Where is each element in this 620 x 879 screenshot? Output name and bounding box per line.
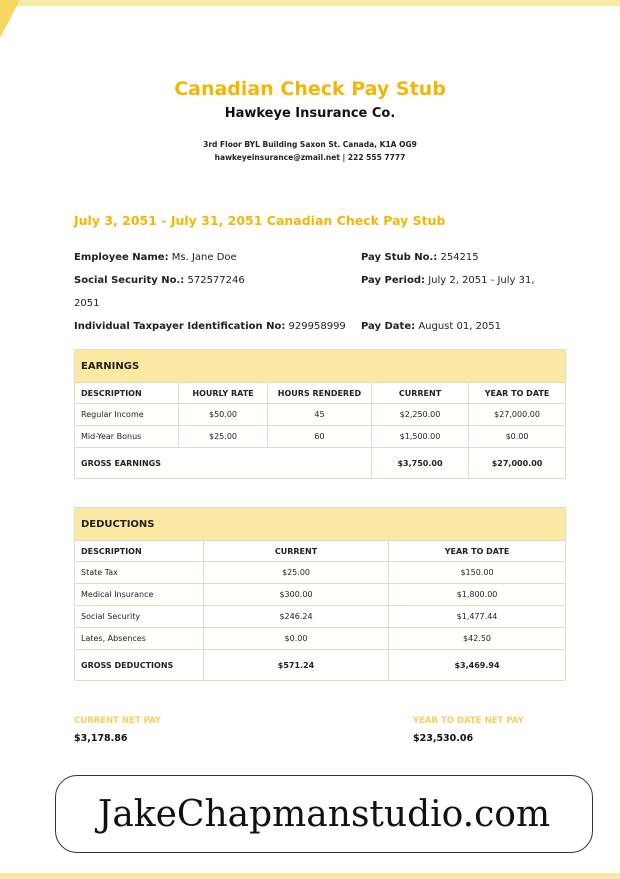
deductions-table	[74, 507, 566, 681]
table-row	[75, 628, 566, 650]
table-row	[75, 562, 566, 584]
current-amount: $1,500.00	[372, 426, 469, 448]
column-header: CURRENT	[372, 383, 469, 404]
current-net-pay-label: CURRENT NET PAY	[74, 716, 161, 726]
deductions-column-headers	[75, 541, 566, 562]
pay-period	[361, 274, 535, 288]
document-title: Canadian Check Pay Stub	[174, 78, 446, 100]
itin-label: Individual Taxpayer Identification No:	[74, 321, 286, 332]
ytd-amount: $1,800.00	[389, 584, 566, 606]
ytd-net-pay-value: $23,530.06	[413, 733, 474, 744]
employee-name	[74, 251, 237, 265]
employee-name-label: Employee Name:	[74, 252, 169, 263]
social-security-number	[74, 274, 245, 288]
period-label: Pay Period:	[361, 275, 425, 286]
earnings-title: EARNINGS	[75, 350, 566, 383]
pay-period-title: July 3, 2051 - July 31, 2051 Canadian Check Pay Stub	[74, 213, 446, 228]
employee-name-value: Ms. Jane Doe	[171, 252, 237, 263]
address-line: 3rd Floor BYL Building Saxon St. Canada, K1A OG9	[203, 140, 417, 149]
hourly-rate: $25.00	[179, 426, 268, 448]
pay-date-label: Pay Date:	[361, 321, 416, 332]
ytd-amount: $42.50	[389, 628, 566, 650]
current-amount: $2,250.00	[372, 404, 469, 426]
itin-value: 929958999	[288, 321, 346, 332]
ytd-amount: $150.00	[389, 562, 566, 584]
table-row	[75, 584, 566, 606]
gross-deductions-label: GROSS DEDUCTIONS	[75, 650, 204, 681]
deduction-description: State Tax	[75, 562, 204, 584]
ytd-amount: $1,477.44	[389, 606, 566, 628]
watermark-banner	[55, 775, 593, 853]
earnings-header-row	[75, 350, 566, 383]
stub-label: Pay Stub No.:	[361, 252, 438, 263]
watermark-text: JakeChapmanstudio.com	[97, 793, 551, 835]
deduction-description: Social Security	[75, 606, 204, 628]
top-border	[0, 0, 620, 6]
table-row	[75, 404, 566, 426]
company-address	[0, 138, 620, 164]
deduction-description: Lates, Absences	[75, 628, 204, 650]
deductions-title: DEDUCTIONS	[75, 508, 566, 541]
pay-stub-number	[361, 251, 479, 265]
ssn-value: 572577246	[187, 275, 245, 286]
current-net-pay-value: $3,178.86	[74, 733, 128, 744]
earnings-column-headers	[75, 383, 566, 404]
gross-earnings-ytd: $27,000.00	[469, 448, 566, 479]
company-name: Hawkeye Insurance Co.	[224, 106, 396, 121]
hours-rendered: 60	[268, 426, 372, 448]
pay-period-wrap: 2051	[74, 298, 100, 309]
pay-date	[361, 320, 501, 334]
column-header: CURRENT	[204, 541, 389, 562]
column-header: YEAR TO DATE	[469, 383, 566, 404]
ytd-amount: $27,000.00	[469, 404, 566, 426]
gross-deductions-current: $571.24	[204, 650, 389, 681]
gross-earnings-current: $3,750.00	[372, 448, 469, 479]
table-row	[75, 606, 566, 628]
earnings-table	[74, 349, 566, 479]
bottom-border	[0, 873, 620, 879]
hourly-rate: $50.00	[179, 404, 268, 426]
deduction-description: Medical Insurance	[75, 584, 204, 606]
table-row	[75, 426, 566, 448]
gross-earnings-label: GROSS EARNINGS	[75, 448, 372, 479]
ytd-amount: $0.00	[469, 426, 566, 448]
column-header: HOURS RENDERED	[268, 383, 372, 404]
contact-line: hawkeyeinsurance@zmail.net | 222 555 7777	[214, 153, 406, 162]
column-header: HOURLY RATE	[179, 383, 268, 404]
earning-description: Regular Income	[75, 404, 179, 426]
earning-description: Mid-Year Bonus	[75, 426, 179, 448]
stub-value: 254215	[440, 252, 479, 263]
ssn-label: Social Security No.:	[74, 275, 185, 286]
column-header: DESCRIPTION	[75, 541, 204, 562]
current-amount: $246.24	[204, 606, 389, 628]
column-header: DESCRIPTION	[75, 383, 179, 404]
pay-date-value: August 01, 2051	[418, 321, 502, 332]
ytd-net-pay-label: YEAR TO DATE NET PAY	[413, 716, 524, 726]
column-header: YEAR TO DATE	[389, 541, 566, 562]
corner-accent	[0, 0, 20, 38]
deductions-header-row	[75, 508, 566, 541]
period-value: July 2, 2051 - July 31,	[428, 275, 535, 286]
current-amount: $300.00	[204, 584, 389, 606]
current-amount: $0.00	[204, 628, 389, 650]
taxpayer-id	[74, 320, 346, 334]
current-amount: $25.00	[204, 562, 389, 584]
gross-deductions-ytd: $3,469.94	[389, 650, 566, 681]
document-header	[0, 78, 620, 164]
earnings-total-row	[75, 448, 566, 479]
hours-rendered: 45	[268, 404, 372, 426]
deductions-total-row	[75, 650, 566, 681]
